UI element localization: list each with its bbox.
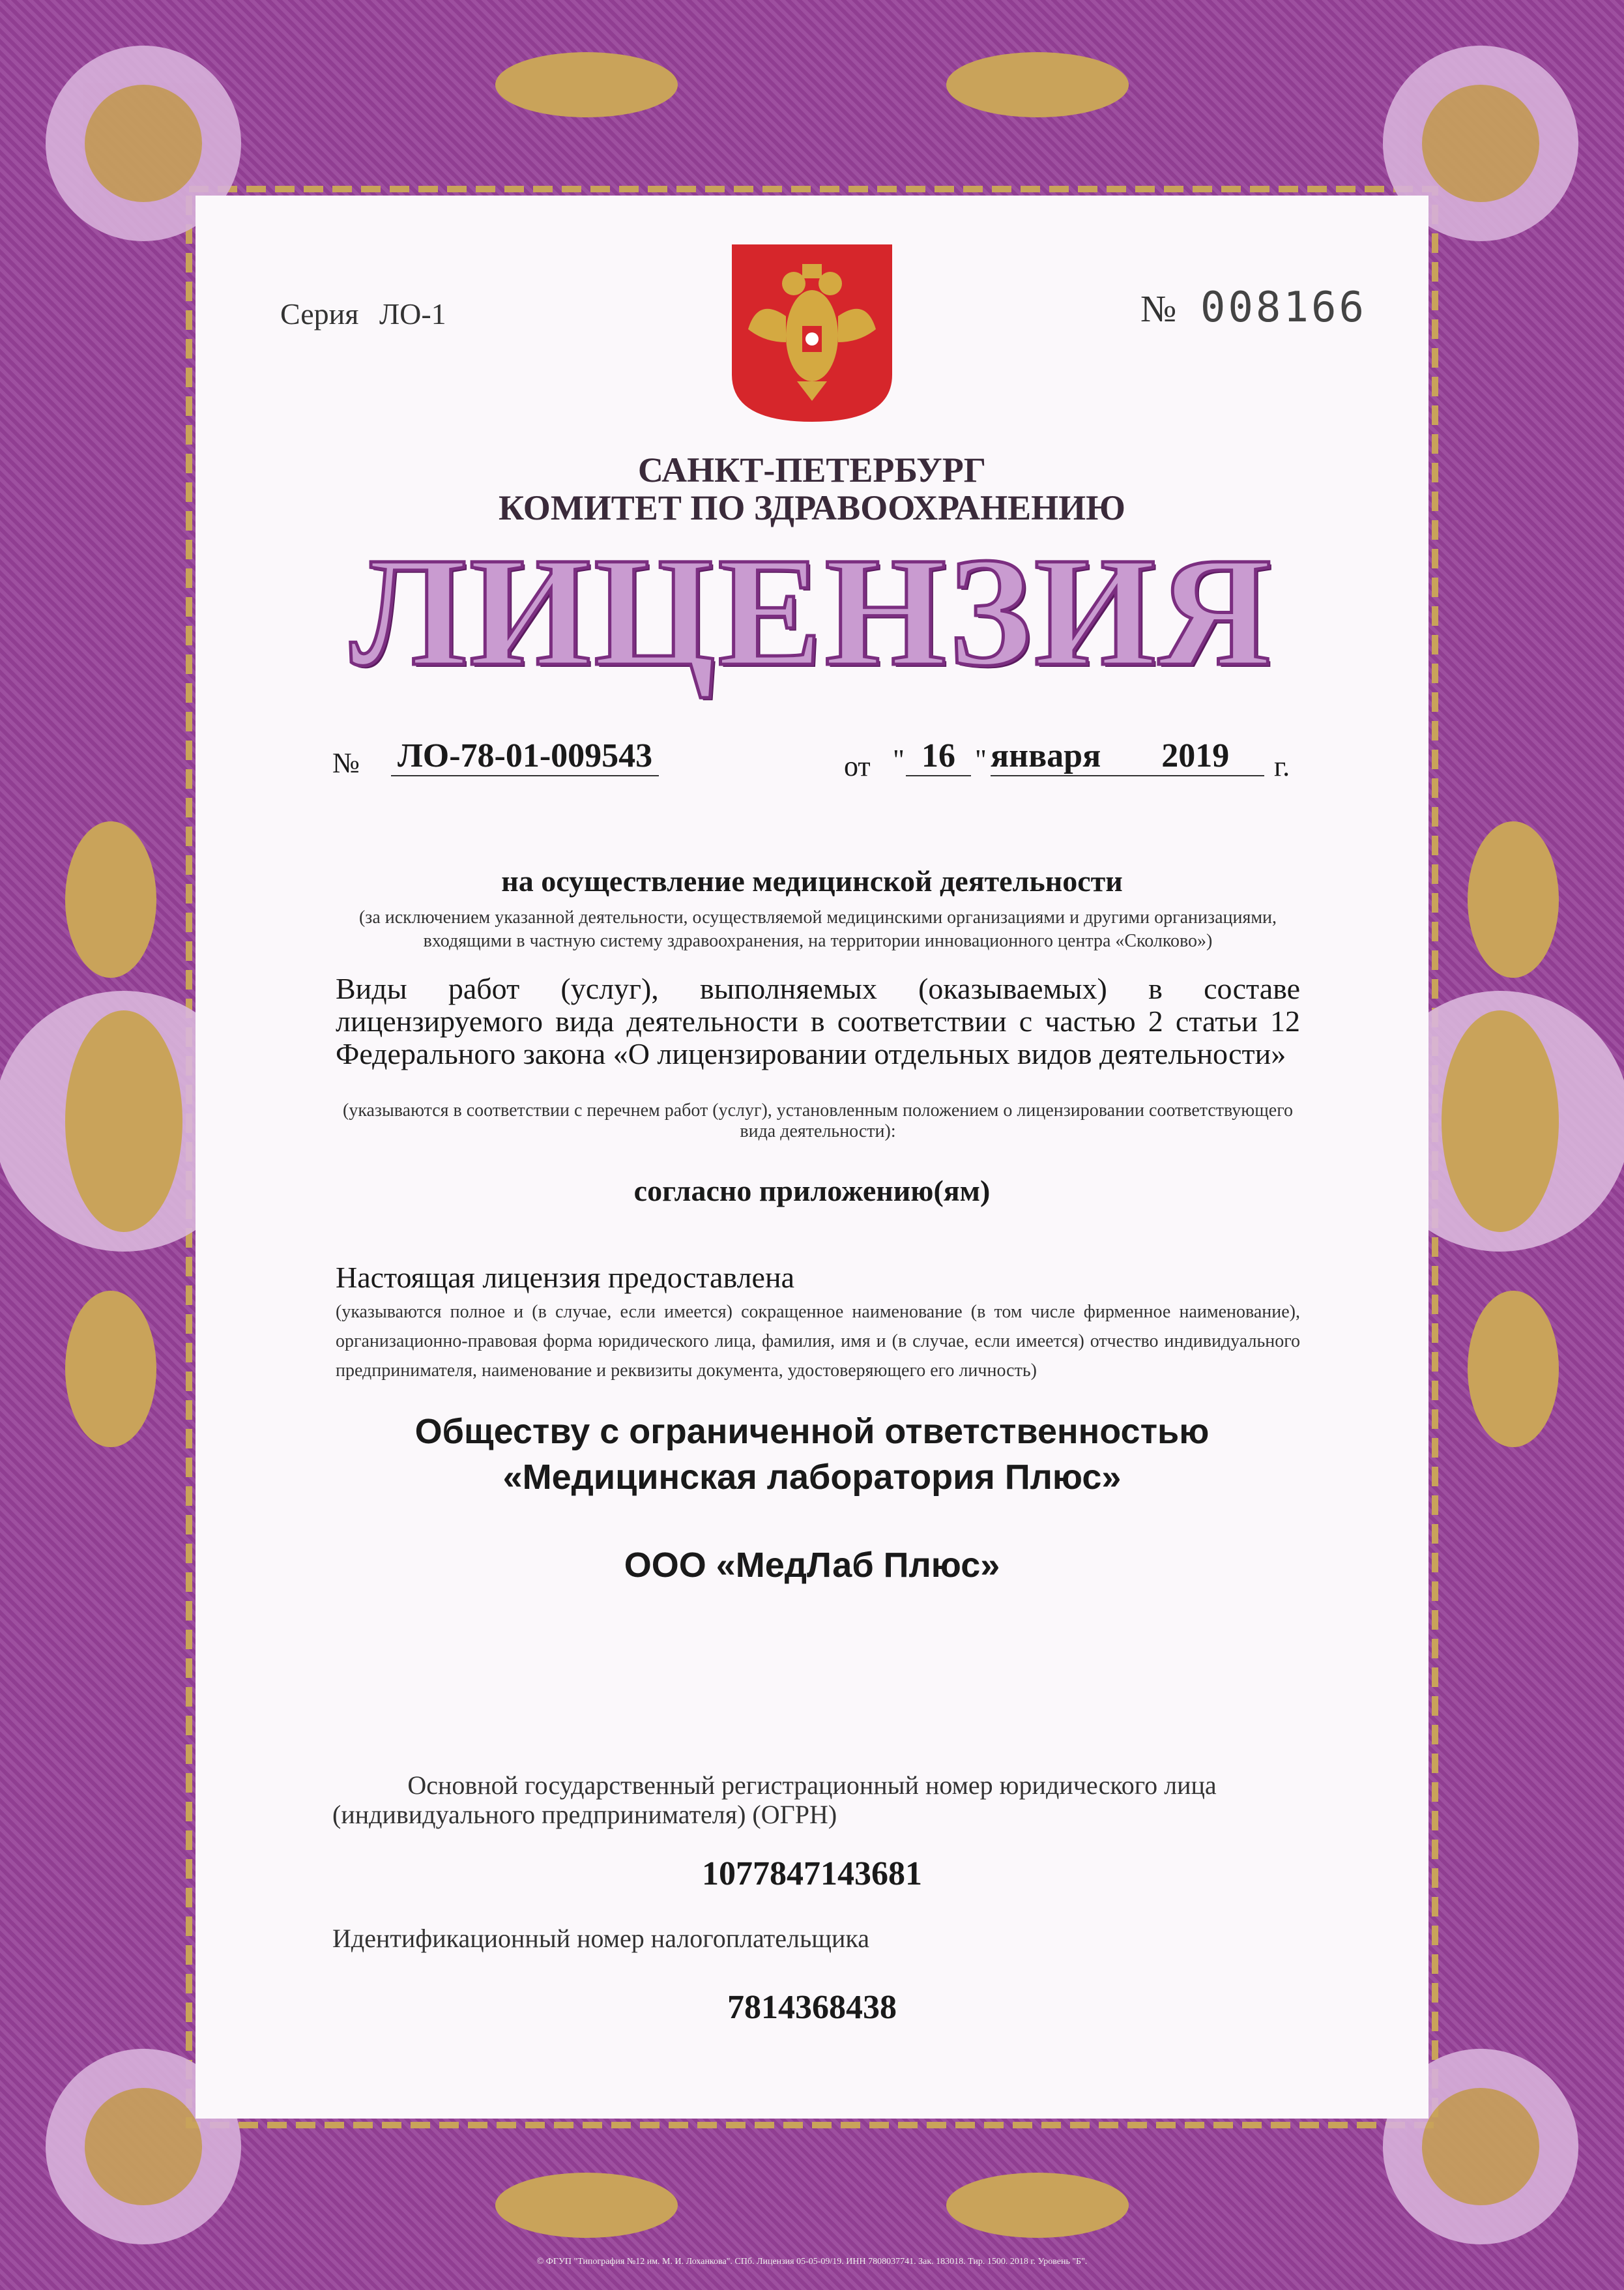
activity-title: на осуществление медицинской деятельности — [501, 864, 1123, 898]
inn-value: 7814368438 — [727, 1989, 897, 2026]
ogrn-value: 1077847143681 — [702, 1855, 922, 1892]
license-year-suffix: г. — [1274, 750, 1290, 782]
license-date-prefix: от — [844, 750, 871, 782]
issuer-city: САНКТ-ПЕТЕРБУРГ — [637, 450, 987, 490]
granted-text: Настоящая лицензия предоставлена — [336, 1261, 794, 1294]
issuer-committee: КОМИТЕТ ПО ЗДРАВООХРАНЕНИЮ — [499, 488, 1125, 527]
serial-value: 008166 — [1200, 284, 1367, 332]
appendix-reference: согласно приложению(ям) — [633, 1174, 991, 1207]
ogrn-label-line1: Основной государственный регистрационный номер юридического лица — [407, 1770, 1217, 1800]
granted-note: (указываются полное и (в случае, если имеется) сокращенное наименование (в том числе фирменное наименование), организационно-правовая форма юридического лица, фамилия, имя и (в случае, если имеется) отчество индивидуального предпринимателя, наименование и реквизиты документа, удостоверяющего его личность) — [336, 1302, 1300, 1381]
license-month-year — [991, 737, 1264, 776]
organization-full-name-line1: Обществу с ограниченной ответственностью — [414, 1412, 1210, 1451]
series-label: Серия — [280, 297, 359, 330]
serial-number — [1140, 284, 1367, 332]
license-month: января — [991, 737, 1101, 774]
license-year: 2019 — [1161, 737, 1230, 774]
series-value: ЛО-1 — [379, 297, 446, 330]
ogrn-label-line2: (индивидуального предпринимателя) (ОГРН) — [332, 1800, 837, 1829]
printer-imprint: © ФГУП "Типография №12 им. М. И. Лоханкова". СПб. Лицензия 05-05-09/19. ИНН 7808037741. Зак. 183018. Тир. 1500. 2018 г. Уровень "Б". — [536, 2257, 1088, 2267]
works-note: (указываются в соответствии с перечнем работ (услуг), установленным положением о лицензировании соответствующего вида деятельности): — [343, 1100, 1293, 1141]
document-title: ЛИЦЕНЗИЯ — [350, 525, 1274, 698]
works-paragraph — [336, 973, 1300, 1070]
serial-label: № — [1140, 287, 1177, 330]
coat-of-arms-emblem — [732, 244, 892, 422]
license-day: 16 — [906, 737, 971, 776]
works-text: Виды работ (услуг), выполняемых (оказываемых) в составе лицензируемого вида деятельности в соответствии с частью 2 статьи 12 Федерального закона «О лицензировании отдельных видов деятельности» — [336, 972, 1300, 1070]
organization-short-name: ООО «МедЛаб Плюс» — [624, 1546, 1000, 1585]
license-number: ЛО-78-01-009543 — [391, 737, 659, 776]
license-number-label: № — [332, 747, 360, 779]
inn-label: Идентификационный номер налогоплательщика — [332, 1924, 870, 1953]
granted-paragraph — [336, 1261, 1300, 1294]
activity-exclusion: (за исключением указанной деятельности, осуществляемой медицинскими организациями и другими организациями, входящими в частную систему здравоохранения, на территории инновационного центра «Сколково») — [358, 907, 1277, 951]
series-line — [280, 297, 446, 331]
close-quote: " — [975, 744, 987, 776]
organization-full-name-line2: «Медицинская лаборатория Плюс» — [502, 1458, 1122, 1497]
open-quote: " — [893, 744, 905, 776]
